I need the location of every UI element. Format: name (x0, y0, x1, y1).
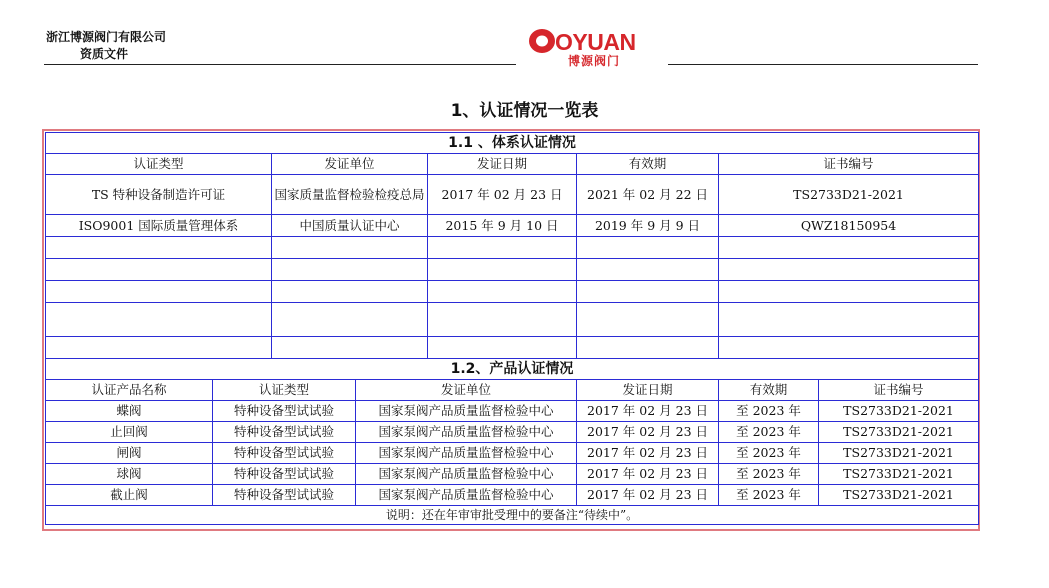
table-cell: 国家泵阀产品质量监督检验中心 (356, 464, 577, 485)
table-cell: TS2733D21-2021 (819, 422, 979, 443)
table-cell: 国家泵阀产品质量监督检验中心 (356, 401, 577, 422)
company-name: 浙江博源阀门有限公司 (46, 30, 167, 44)
table-cell: TS2733D21-2021 (819, 443, 979, 464)
empty-cell (577, 259, 719, 281)
empty-cell (577, 237, 719, 259)
empty-row (46, 281, 979, 303)
table-cell: 认证类型 (46, 154, 272, 175)
table-cell: 2017 年 02 月 23 日 (577, 422, 719, 443)
svg-text:OYUAN: OYUAN (555, 29, 636, 55)
table-cell: 特种设备型试试验 (213, 464, 356, 485)
table-cell: 至 2023 年 (719, 485, 819, 506)
table-cell: ISO9001 国际质量管理体系 (46, 215, 272, 237)
table-cell: TS 特种设备制造许可证 (46, 175, 272, 215)
table-cell: 证书编号 (719, 154, 979, 175)
table-cell: 截止阀 (46, 485, 213, 506)
table-cell: 2015 年 9 月 10 日 (428, 215, 577, 237)
table-cell: 2017 年 02 月 23 日 (428, 175, 577, 215)
product-cert-table (45, 358, 979, 525)
table-cell: 蝶阀 (46, 401, 213, 422)
note-text: 说明：还在年审审批受理中的要备注“待续中”。 (46, 506, 979, 525)
empty-cell (272, 259, 428, 281)
table-row (46, 485, 979, 506)
boyuan-logo (528, 24, 656, 68)
table-cell: 2017 年 02 月 23 日 (577, 401, 719, 422)
table-cell: 国家泵阀产品质量监督检验中心 (356, 443, 577, 464)
table-header-row (46, 154, 979, 175)
empty-cell (46, 259, 272, 281)
table-cell: 2021 年 02 月 22 日 (577, 175, 719, 215)
empty-cell (719, 281, 979, 303)
table-cell: 2019 年 9 月 9 日 (577, 215, 719, 237)
empty-cell (719, 259, 979, 281)
table-row (46, 464, 979, 485)
empty-cell (577, 281, 719, 303)
system-cert-heading: 1.1 、体系认证情况 (46, 133, 979, 154)
table-cell: TS2733D21-2021 (819, 464, 979, 485)
table-cell: 发证日期 (577, 380, 719, 401)
empty-cell (46, 337, 272, 359)
table-cell: 有效期 (719, 380, 819, 401)
table-cell: 止回阀 (46, 422, 213, 443)
table-cell: 国家泵阀产品质量监督检验中心 (356, 422, 577, 443)
table-row (46, 422, 979, 443)
table-cell: 证书编号 (819, 380, 979, 401)
empty-row (46, 303, 979, 337)
table-cell: 2017 年 02 月 23 日 (577, 443, 719, 464)
table-cell: 2017 年 02 月 23 日 (577, 464, 719, 485)
empty-cell (272, 303, 428, 337)
doc-label: 资质文件 (80, 47, 129, 61)
table-row (46, 401, 979, 422)
company-header (46, 29, 166, 63)
empty-row (46, 259, 979, 281)
table-cell: 发证单位 (356, 380, 577, 401)
table-cell: TS2733D21-2021 (819, 485, 979, 506)
table-cell: 特种设备型试试验 (213, 485, 356, 506)
table-cell: 至 2023 年 (719, 443, 819, 464)
empty-row (46, 337, 979, 359)
empty-cell (719, 337, 979, 359)
empty-cell (46, 303, 272, 337)
empty-cell (272, 281, 428, 303)
table-cell: 特种设备型试试验 (213, 422, 356, 443)
table-cell: 国家泵阀产品质量监督检验中心 (356, 485, 577, 506)
table-cell: 有效期 (577, 154, 719, 175)
table-cell: TS2733D21-2021 (719, 175, 979, 215)
table-cell: 认证类型 (213, 380, 356, 401)
table-cell: 闸阀 (46, 443, 213, 464)
system-cert-table (45, 132, 979, 359)
empty-cell (46, 237, 272, 259)
empty-cell (428, 303, 577, 337)
table-cell: 至 2023 年 (719, 464, 819, 485)
empty-cell (428, 281, 577, 303)
empty-row (46, 237, 979, 259)
note-row (46, 506, 979, 525)
empty-cell (719, 303, 979, 337)
table-cell: 中国质量认证中心 (272, 215, 428, 237)
header-rule-left (44, 64, 516, 65)
table-cell: TS2733D21-2021 (819, 401, 979, 422)
table-row (46, 215, 979, 237)
table-row (46, 175, 979, 215)
page-title: 1、认证情况一览表 (450, 101, 599, 121)
table-cell: 发证单位 (272, 154, 428, 175)
table-header-row (46, 380, 979, 401)
empty-cell (428, 259, 577, 281)
product-cert-heading-row (46, 359, 979, 380)
empty-cell (428, 237, 577, 259)
system-cert-heading-row (46, 133, 979, 154)
table-cell: 球阀 (46, 464, 213, 485)
empty-cell (577, 337, 719, 359)
empty-cell (46, 281, 272, 303)
table-cell: 认证产品名称 (46, 380, 213, 401)
table-cell: 发证日期 (428, 154, 577, 175)
table-cell: 至 2023 年 (719, 422, 819, 443)
product-cert-heading: 1.2、产品认证情况 (46, 359, 979, 380)
table-cell: 国家质量监督检验检疫总局 (272, 175, 428, 215)
empty-cell (719, 237, 979, 259)
svg-text:博源阀门: 博源阀门 (568, 54, 621, 68)
table-cell: 特种设备型试试验 (213, 401, 356, 422)
empty-cell (272, 237, 428, 259)
empty-cell (428, 337, 577, 359)
header-rule-right (668, 64, 978, 65)
empty-cell (272, 337, 428, 359)
table-cell: QWZ18150954 (719, 215, 979, 237)
table-cell: 特种设备型试试验 (213, 443, 356, 464)
table-row (46, 443, 979, 464)
empty-cell (577, 303, 719, 337)
table-cell: 2017 年 02 月 23 日 (577, 485, 719, 506)
table-cell: 至 2023 年 (719, 401, 819, 422)
